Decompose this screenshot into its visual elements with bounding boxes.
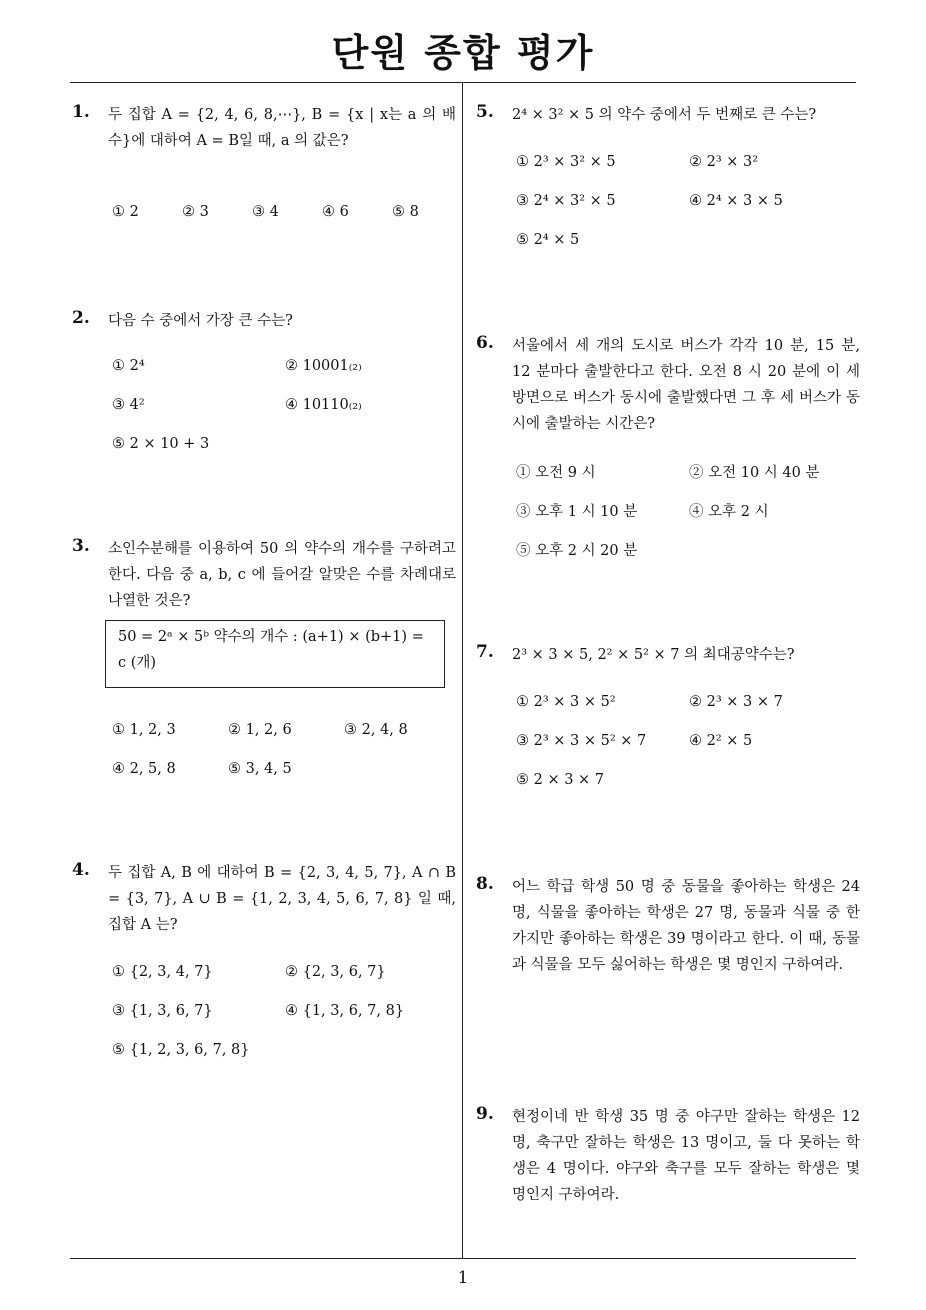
option-1[interactable]: ① 2³ × 3² × 5 — [516, 154, 616, 170]
question-number: 3. — [72, 536, 90, 556]
option-5[interactable]: ⑤ 8 — [392, 204, 419, 220]
option-2[interactable]: ② 2³ × 3 × 7 — [689, 694, 783, 710]
option-3[interactable]: ③ 2⁴ × 3² × 5 — [516, 193, 616, 209]
option-3[interactable]: ③ {1, 3, 6, 7} — [112, 1003, 213, 1019]
option-4[interactable]: ④ 2, 5, 8 — [112, 761, 176, 777]
option-4[interactable]: ④ 2² × 5 — [689, 733, 753, 749]
option-2[interactable]: ② 1, 2, 6 — [228, 722, 292, 738]
question-number: 8. — [476, 874, 494, 894]
question-number: 4. — [72, 860, 90, 880]
option-5[interactable]: ⑤ 3, 4, 5 — [228, 761, 292, 777]
option-1[interactable]: ① 오전 9 시 — [516, 465, 596, 481]
question-number: 5. — [476, 102, 494, 122]
option-2[interactable]: ② 10001₍₂₎ — [285, 358, 362, 374]
option-5[interactable]: ⑤ 2 × 3 × 7 — [516, 772, 605, 788]
question-text: 2⁴ × 3² × 5 의 약수 중에서 두 번째로 큰 수는? — [512, 107, 817, 123]
question-number: 9. — [476, 1104, 494, 1124]
question-number: 7. — [476, 642, 494, 662]
question-text: 어느 학급 학생 50 명 중 동물을 좋아하는 학생은 24 명, 식물을 좋아하는 학생은 27 명, 동물과 식물 중 한 가지만 좋아하는 학생은 39 명이라고 한다. 이 때, 동물과 식물을 모두 싫어하는 학생은 몇 명인지 구하여라. — [512, 879, 860, 973]
option-4[interactable]: ④ {1, 3, 6, 7, 8} — [285, 1003, 405, 1019]
option-2[interactable]: ② {2, 3, 6, 7} — [285, 964, 386, 980]
page-title: 단원 종합 평가 — [331, 31, 595, 75]
option-3[interactable]: ③ 2, 4, 8 — [344, 722, 408, 738]
question-number: 1. — [72, 102, 90, 122]
option-1[interactable]: ① 1, 2, 3 — [112, 722, 176, 738]
option-2[interactable]: ② 2³ × 3² — [689, 154, 759, 170]
question-number: 2. — [72, 308, 90, 328]
formula-box: 50 = 2ᵃ × 5ᵇ 약수의 개수 : (a+1) × (b+1) = c (개) — [105, 620, 445, 688]
column-divider — [462, 83, 463, 1258]
option-1[interactable]: ① 2 — [112, 204, 139, 220]
option-4[interactable]: ④ 6 — [322, 204, 349, 220]
question-text: 소인수분해를 이용하여 50 의 약수의 개수를 구하려고 한다. 다음 중 a, b, c 에 들어갈 알맞은 수를 차례대로 나열한 것은? — [108, 541, 456, 609]
question-text: 두 집합 A, B 에 대하여 B = {2, 3, 4, 5, 7}, A ∩ B = {3, 7}, A ∪ B = {1, 2, 3, 4, 5, 6, 7, 8} 일 때, 집합 A 는? — [108, 865, 456, 933]
option-4[interactable]: ④ 오후 2 시 — [689, 504, 769, 520]
footer-divider — [70, 1258, 856, 1259]
option-3[interactable]: ③ 2³ × 3 × 5² × 7 — [516, 733, 647, 749]
option-3[interactable]: ③ 오후 1 시 10 분 — [516, 504, 638, 520]
option-2[interactable]: ② 오전 10 시 40 분 — [689, 465, 820, 481]
question-text: 다음 수 중에서 가장 큰 수는? — [108, 313, 293, 329]
option-2[interactable]: ② 3 — [182, 204, 209, 220]
option-4[interactable]: ④ 2⁴ × 3 × 5 — [689, 193, 783, 209]
page-number: 1 — [457, 1268, 469, 1288]
option-5[interactable]: ⑤ 오후 2 시 20 분 — [516, 543, 638, 559]
option-5[interactable]: ⑤ {1, 2, 3, 6, 7, 8} — [112, 1042, 250, 1058]
header-divider — [70, 82, 856, 83]
option-1[interactable]: ① 2³ × 3 × 5² — [516, 694, 616, 710]
question-text: 서울에서 세 개의 도시로 버스가 각각 10 분, 15 분, 12 분마다 출발한다고 한다. 오전 8 시 20 분에 이 세 방면으로 버스가 동시에 출발했다면 그 후 세 버스가 동시에 출발하는 시간은? — [512, 338, 860, 432]
question-text: 2³ × 3 × 5, 2² × 5² × 7 의 최대공약수는? — [512, 647, 795, 663]
question-text: 현정이네 반 학생 35 명 중 야구만 잘하는 학생은 12 명, 축구만 잘하는 학생은 13 명이고, 둘 다 못하는 학생은 4 명이다. 야구와 축구를 모두 잘하는 학생은 몇 명인지 구하여라. — [512, 1109, 860, 1203]
option-3[interactable]: ③ 4² — [112, 397, 145, 413]
option-5[interactable]: ⑤ 2 × 10 + 3 — [112, 436, 210, 452]
option-4[interactable]: ④ 10110₍₂₎ — [285, 397, 362, 413]
option-1[interactable]: ① 2⁴ — [112, 358, 145, 374]
option-5[interactable]: ⑤ 2⁴ × 5 — [516, 232, 580, 248]
question-text: 두 집합 A = {2, 4, 6, 8,⋯}, B = {x | x는 a 의 배수}에 대하여 A = B일 때, a 의 값은? — [108, 107, 456, 149]
question-number: 6. — [476, 333, 494, 353]
option-3[interactable]: ③ 4 — [252, 204, 279, 220]
option-1[interactable]: ① {2, 3, 4, 7} — [112, 964, 213, 980]
